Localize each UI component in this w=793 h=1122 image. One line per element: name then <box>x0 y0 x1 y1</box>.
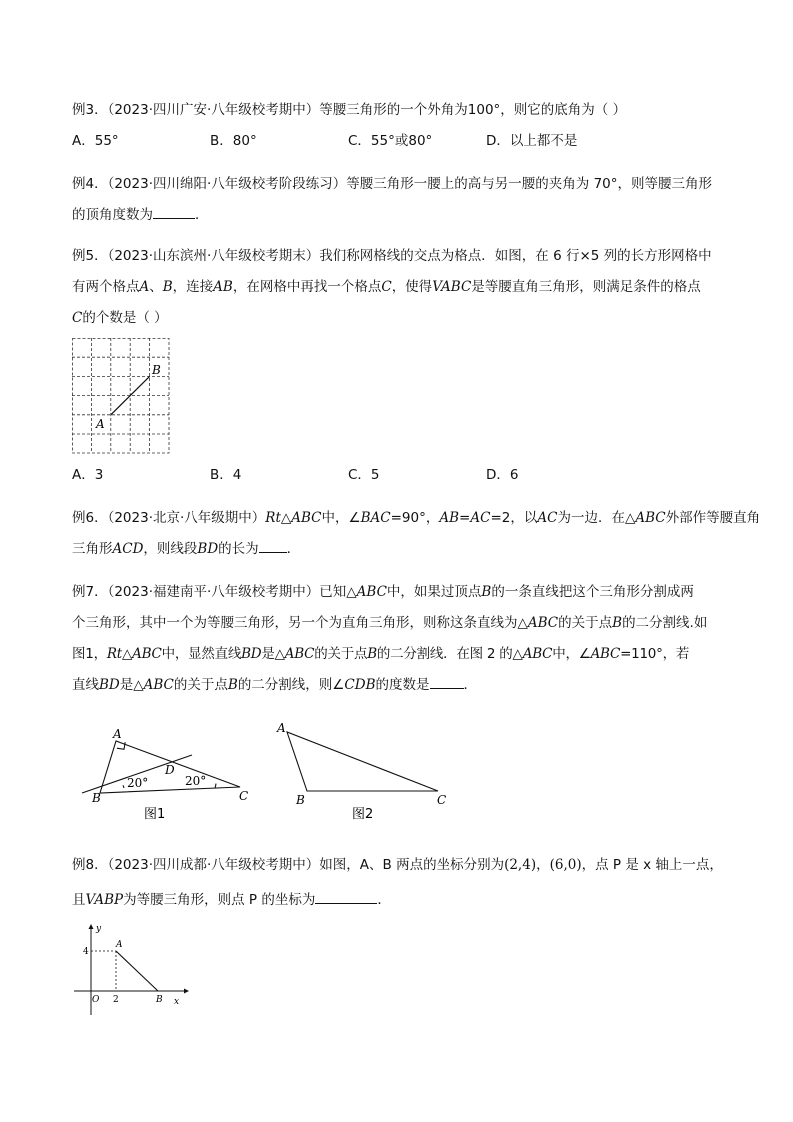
ex7-text: 中，显然直线 <box>161 646 242 662</box>
answer-blank <box>315 891 377 904</box>
ex6-text: 的长为 <box>218 541 259 557</box>
grid-figure <box>72 338 170 454</box>
ex7-text: 例7．（2023·福建南平·八年级校考期中）已知△ <box>72 584 357 600</box>
ex7-text: 的关于点 <box>314 646 368 662</box>
ex3-option-a: A．55° <box>72 133 119 149</box>
ex6-text: =2，以 <box>490 510 538 526</box>
ex7-var-abc: ABC <box>356 584 387 600</box>
ex6-angle-bac: BAC <box>360 510 391 526</box>
ex5-question-line3 <box>72 309 168 327</box>
ex6-question-line2 <box>72 540 300 558</box>
point-a-label: A <box>116 940 123 950</box>
ex7-text: 中，如果过顶点 <box>386 584 482 600</box>
ex6-text: 中，∠ <box>321 510 361 526</box>
ex4-question-line2 <box>72 206 209 224</box>
ex6-end: ． <box>286 541 301 557</box>
ex6-var-ac: AC <box>470 510 491 526</box>
y-axis-label: y <box>96 924 102 934</box>
tick-2: 2 <box>113 995 119 1005</box>
ex7-var-b: B <box>227 677 238 693</box>
ex6-text: ，则线段 <box>143 541 198 557</box>
ex8-text: 且 <box>72 892 86 908</box>
origin-label: O <box>92 995 100 1005</box>
ex6-var-abc: ABC <box>635 510 666 526</box>
ex5-option-b: B．4 <box>210 467 242 483</box>
ex5-var-c: C <box>381 279 392 295</box>
ex6-var-ac: AC <box>537 510 558 526</box>
ex5-option-d: D．6 <box>486 467 519 483</box>
ex5-question-line2 <box>72 278 701 296</box>
fig1-label-d: D <box>165 763 175 777</box>
fig1-caption: 图1 <box>144 807 166 822</box>
ex5-var-c: C <box>72 310 83 326</box>
ex8-text: 为等腰三角形，则点 P 的坐标为 <box>123 892 316 908</box>
ex7-text: 是△ <box>119 677 144 693</box>
figure-1 <box>80 720 255 825</box>
ex7-text: △ <box>121 646 133 662</box>
ex6-text: =90°， <box>390 510 440 526</box>
fig2-caption: 图2 <box>352 807 374 822</box>
ex8-triangle: VABP <box>85 892 124 908</box>
ex7-text: 的二分割线．在图 2 的△ <box>376 646 523 662</box>
ex7-text: 直线 <box>72 677 99 693</box>
ex7-text: 的度数是 <box>375 677 430 693</box>
ex7-text: =110°，若 <box>620 646 690 662</box>
ex7-text: 图1， <box>72 646 107 662</box>
fig2-label-a: A <box>277 721 286 735</box>
ex8-text: 例8．（2023·四川成都·八年级校考期中）如图，A、B 两点的坐标分别为 <box>72 857 505 873</box>
tick-4: 4 <box>83 947 89 957</box>
ex8-text: ，点 P 是 x 轴上一点， <box>581 857 723 873</box>
ex7-var-abc: ABC <box>132 646 162 662</box>
answer-blank <box>430 676 464 689</box>
ex4-end: ． <box>195 207 209 223</box>
fig1-label-b: B <box>92 791 101 805</box>
ex7-question-line3 <box>72 645 689 663</box>
ex4-question-line1: 例4．（2023·四川绵阳·八年级校考阶段练习）等腰三角形一腰上的高与另一腰的夹角为 70°，则等腰三角形 <box>72 176 712 192</box>
ex7-text: 的二分割线，则∠ <box>237 677 345 693</box>
ex7-question-line1 <box>72 583 694 601</box>
fig2-label-b: B <box>296 793 305 807</box>
fig2-label-c: C <box>437 793 447 807</box>
answer-blank <box>259 540 287 553</box>
ex7-text: 中，∠ <box>552 646 591 662</box>
ex7-text: 的关于点 <box>173 677 228 693</box>
fig1-label-c: C <box>239 789 249 803</box>
ex6-text: 三角形 <box>72 541 113 557</box>
ex7-var-abc: ABC <box>284 646 315 662</box>
ex7-var-abc: ABC <box>590 646 621 662</box>
ex5-var-ab: AB <box>213 279 233 295</box>
x-axis-label: x <box>174 997 180 1007</box>
ex7-text: 的关于点 <box>558 615 613 631</box>
ex7-var-abc: ABC <box>527 615 559 631</box>
grid-label-b: B <box>152 363 161 377</box>
ex7-end: ． <box>463 677 477 693</box>
ex6-text: 例6．（2023·北京·八年级期中） <box>72 510 266 526</box>
ex7-question-line4 <box>72 676 477 694</box>
fig1-label-a: A <box>113 727 122 741</box>
ex6-var-bd: BD <box>197 541 219 557</box>
ex6-text: 外部作等腰直角 <box>665 510 761 526</box>
grid-label-a: A <box>96 417 105 431</box>
ex8-question-line1 <box>72 856 723 874</box>
ex5-text: 有两个格点 <box>72 279 140 295</box>
ex7-var-b: B <box>367 646 377 662</box>
ex7-text: 个三角形，其中一个为等腰三角形，另一个为直角三角形，则称这条直线为△ <box>72 615 528 631</box>
ex8-text: ， <box>536 857 550 873</box>
fig1-angle-b: 20° <box>127 776 149 790</box>
ex6-text: = <box>459 510 471 526</box>
ex7-var-abc: ABC <box>143 677 174 693</box>
ex7-var-abc: ABC <box>522 646 553 662</box>
ex4-text: 的顶角度数为 <box>72 207 153 223</box>
ex3-option-d: D．以上都不是 <box>486 133 578 149</box>
ex3-option-c: C．55°或80° <box>348 133 433 149</box>
ex8-question-line2 <box>72 891 391 909</box>
ex5-text: ，在网格中再找一个格点 <box>232 279 382 295</box>
ex5-var-a: A <box>139 279 150 295</box>
ex7-var-b: B <box>612 615 623 631</box>
ex7-rt: Rt <box>106 646 122 662</box>
ex7-question-line2 <box>72 614 707 632</box>
ex5-text: ，连接 <box>172 279 214 295</box>
ex5-option-a: A．3 <box>72 467 104 483</box>
ex5-triangle: VABC <box>432 279 472 295</box>
ex5-sep: 、 <box>149 279 163 295</box>
coordinate-figure <box>72 923 192 1023</box>
ex6-var-acd: ACD <box>112 541 144 557</box>
ex8-coord-b: (6,0) <box>549 857 582 873</box>
figure-2 <box>270 718 455 823</box>
ex7-var-b: B <box>481 584 492 600</box>
ex7-text: 是△ <box>261 646 285 662</box>
ex6-question-line1 <box>72 509 760 527</box>
answer-blank <box>153 206 195 219</box>
fig1-angle-c: 20° <box>185 774 207 788</box>
point-b-label: B <box>156 995 163 1005</box>
ex7-text: 的一条直线把这个三角形分割成两 <box>491 584 694 600</box>
ex7-var-bd: BD <box>241 646 262 662</box>
ex5-var-b: B <box>162 279 173 295</box>
ex5-text: 的个数是（ ） <box>82 310 168 326</box>
ex8-coord-a: (2,4) <box>504 857 537 873</box>
ex5-text: 是等腰直角三角形，则满足条件的格点 <box>471 279 701 295</box>
ex5-text: ，使得 <box>391 279 433 295</box>
ex8-end: ． <box>377 892 391 908</box>
ex6-text: 为一边．在△ <box>557 510 636 526</box>
ex7-var-cdb: CDB <box>344 677 376 693</box>
ex3-question: 例3．（2023·四川广安·八年级校考期中）等腰三角形的一个外角为100°，则它的底角为（ ） <box>72 102 627 118</box>
ex5-question-line1: 例5．（2023·山东滨州·八年级校考期末）我们称网格线的交点为格点．如图，在 6 行×5 列的长方形网格中 <box>72 248 712 264</box>
ex7-text: 的二分割线.如 <box>622 615 708 631</box>
ex6-rt-triangle: Rt△ABC <box>265 510 322 526</box>
ex7-var-bd: BD <box>99 677 120 693</box>
ex6-var-ab: AB <box>439 510 460 526</box>
ex5-option-c: C．5 <box>348 467 380 483</box>
ex3-option-b: B．80° <box>210 133 257 149</box>
